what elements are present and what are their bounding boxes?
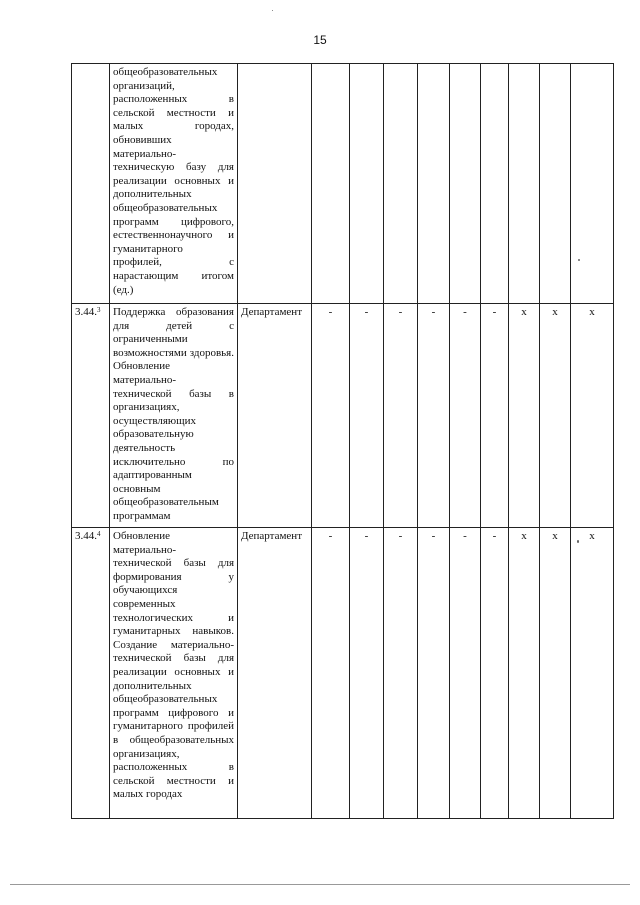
table-row	[72, 528, 614, 819]
row-value: х	[509, 528, 540, 819]
scan-edge-line	[10, 884, 630, 885]
row-value	[540, 64, 571, 304]
row-value: -	[481, 528, 509, 819]
row-executor: Департамент	[238, 528, 312, 819]
row-name: Поддержка образования для детей с ограниченными возможностями здоровья. Обновление материально-технической базы в организациях, осуществляющих образовательную деятельность исключительно по адаптированным основным общеобразовательным программам	[110, 304, 238, 528]
row-name: общеобразовательных организаций, расположенных в сельской местности и малых городах, обновивших материально-техническую базу для реализации основных и дополнительных общеобразовательных программ цифрового, естественнонаучного и гуманитарного профилей, с нарастающим итогом (ед.)	[110, 64, 238, 304]
row-value: -	[418, 304, 450, 528]
page-number: 15	[313, 33, 327, 47]
row-value	[481, 64, 509, 304]
row-value: х	[571, 304, 614, 528]
row-value: х	[540, 304, 571, 528]
row-number	[72, 64, 110, 304]
row-number: 3.44.$^4$	[72, 528, 110, 819]
row-name: Обновление материально-технической базы для формирования у обучающихся современных технологических и гуманитарных навыков. Создание материально-технической базы для реализации основных и дополнительных общеобразовательных программ цифрового и гуманитарного профилей в общеобразовательных организациях, расположенных в сельской местности и малых городах	[110, 528, 238, 819]
row-value: -	[418, 528, 450, 819]
row-value	[418, 64, 450, 304]
row-executor: Департамент	[238, 304, 312, 528]
row-value: -	[312, 528, 350, 819]
table-row	[72, 64, 614, 304]
row-value: -	[481, 304, 509, 528]
row-value: х	[509, 304, 540, 528]
row-value: х	[540, 528, 571, 819]
row-value: -	[312, 304, 350, 528]
table-row	[72, 304, 614, 528]
row-executor	[238, 64, 312, 304]
row-value	[384, 64, 418, 304]
row-number: 3.44.$^3$	[72, 304, 110, 528]
row-value: -	[350, 304, 384, 528]
row-value	[312, 64, 350, 304]
row-value: -	[450, 304, 481, 528]
row-value	[509, 64, 540, 304]
row-value: -	[384, 304, 418, 528]
row-value	[450, 64, 481, 304]
scan-speck	[578, 259, 580, 261]
row-value: -	[384, 528, 418, 819]
scan-speck	[272, 10, 273, 11]
row-value: х	[571, 528, 614, 819]
program-table	[71, 63, 614, 819]
row-value: -	[450, 528, 481, 819]
row-value	[350, 64, 384, 304]
scan-speck	[577, 540, 579, 543]
row-value: -	[350, 528, 384, 819]
row-value	[571, 64, 614, 304]
